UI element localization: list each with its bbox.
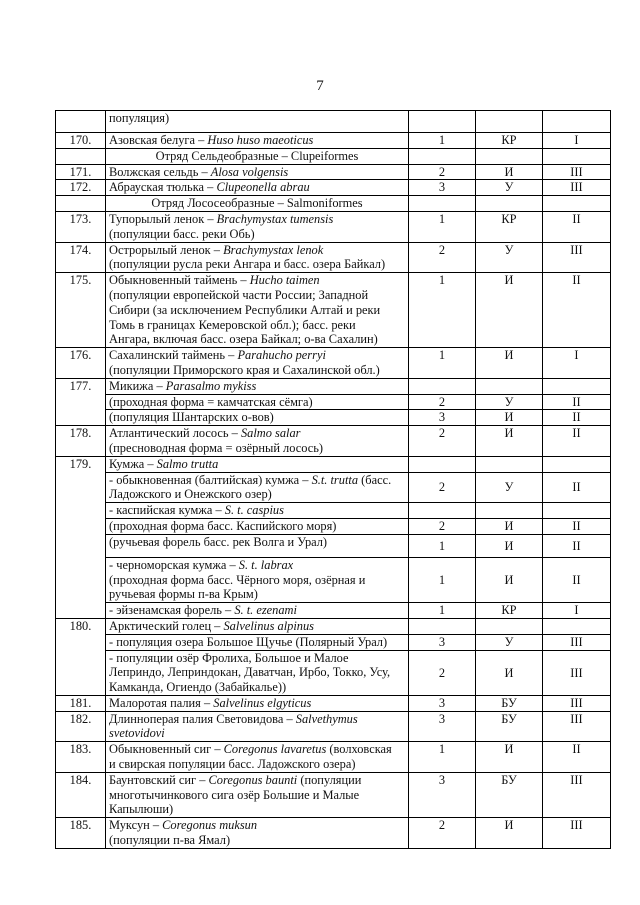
table-row (56, 818, 611, 849)
value-b: И (476, 164, 543, 180)
table-row (56, 211, 611, 242)
table-row (56, 772, 611, 817)
species-name: Острорылый ленок – Brachymystax lenok (популяции русла реки Ангара и басс. озера Байкал) (106, 242, 409, 273)
value-b: У И И И КР (476, 456, 543, 618)
page-number: 7 (316, 78, 324, 94)
row-number: 171. (56, 164, 106, 180)
table-row (56, 618, 611, 695)
species-name: Микижа – Parasalmo mykiss (проходная форма = камчатская сёмга) (популяция Шантарских о-вов) (106, 378, 409, 425)
row-number: 176. (56, 348, 106, 379)
species-name: Муксун – Coregonus muksun (популяции п-ва Ямал) (106, 818, 409, 849)
value-c: II II II II I (543, 456, 611, 618)
value-c: III III (543, 618, 611, 695)
value-b: И (476, 273, 543, 348)
row-number: 177. (56, 378, 106, 425)
value-c: I (543, 348, 611, 379)
value-a: 1 (409, 211, 476, 242)
species-name: Абрауская тюлька – Clupeonella abrau (106, 180, 409, 196)
table-row (56, 273, 611, 348)
value-b: БУ (476, 772, 543, 817)
row-number: 180. (56, 618, 106, 695)
value-c: I (543, 133, 611, 149)
order-row (56, 196, 611, 212)
value-b: И (476, 348, 543, 379)
value-c: II (543, 742, 611, 773)
row-number: 174. (56, 242, 106, 273)
species-name: Длинноперая палия Световидова – Salvethymus svetovidovi (106, 711, 409, 742)
species-name: Волжская сельдь – Alosa volgensis (106, 164, 409, 180)
species-name: Тупорылый ленок – Brachymystax tumensis (популяции басс. реки Обь) (106, 211, 409, 242)
table-row (56, 742, 611, 773)
value-c: III (543, 180, 611, 196)
value-a: 1 (409, 133, 476, 149)
table-row (56, 426, 611, 457)
value-a: 3 (409, 180, 476, 196)
species-name: Баунтовский сиг – Coregonus baunti (популяции многотычинкового сига озёр Большие и Малые Капылюши) (106, 772, 409, 817)
table-row (56, 456, 611, 618)
value-a: 1 (409, 348, 476, 379)
value-a: 3 (409, 711, 476, 742)
value-a: 1 (409, 742, 476, 773)
table-row (56, 242, 611, 273)
species-table (55, 110, 611, 849)
table-row (56, 711, 611, 742)
row-number: 170. (56, 133, 106, 149)
value-b: У И (476, 618, 543, 695)
value-c: II (543, 211, 611, 242)
species-name: Малоротая палия – Salvelinus elgyticus (106, 695, 409, 711)
value-c: III (543, 164, 611, 180)
value-a: 2 3 (409, 378, 476, 425)
order-heading: Отряд Сельдеобразные – Clupeiformes (106, 148, 409, 164)
row-number: 175. (56, 273, 106, 348)
value-c: III (543, 711, 611, 742)
species-name: Обыкновенный таймень – Hucho taimen (популяции европейской части России; Западной Сибири (за исключением Республики Алтай и реки Томь в границах Кемеровской обл.); басс. реки Ангара, включая басс. озера Байкал; о-ва Сахалин) (106, 273, 409, 348)
species-name: Азовская белуга – Huso huso maeoticus (106, 133, 409, 149)
order-heading: Отряд Лососеобразные – Salmoniformes (106, 196, 409, 212)
row-number: 173. (56, 211, 106, 242)
value-b: КР (476, 211, 543, 242)
table-row (56, 133, 611, 149)
value-b: КР (476, 133, 543, 149)
species-name: Атлантический лосось – Salmo salar (пресноводная форма = озёрный лосось) (106, 426, 409, 457)
value-a: 3 (409, 772, 476, 817)
row-number: 179. (56, 456, 106, 618)
value-a: 2 2 1 1 1 (409, 456, 476, 618)
value-b: У (476, 180, 543, 196)
value-a: 3 2 (409, 618, 476, 695)
value-b: И (476, 818, 543, 849)
value-b: И (476, 426, 543, 457)
row-number: 182. (56, 711, 106, 742)
table-row (56, 111, 611, 133)
value-a: 2 (409, 242, 476, 273)
value-c: III (543, 242, 611, 273)
row-number: 178. (56, 426, 106, 457)
value-a: 3 (409, 695, 476, 711)
table-row (56, 348, 611, 379)
value-b: У И (476, 378, 543, 425)
value-a: 2 (409, 818, 476, 849)
row-number: 183. (56, 742, 106, 773)
value-c: II (543, 426, 611, 457)
value-b: И (476, 742, 543, 773)
value-c: II II (543, 378, 611, 425)
value-a: 2 (409, 426, 476, 457)
species-name: Сахалинский таймень – Parahucho perryi (популяции Приморского края и Сахалинской обл.) (106, 348, 409, 379)
table-row (56, 695, 611, 711)
row-number: 181. (56, 695, 106, 711)
table-row (56, 180, 611, 196)
species-name: Кумжа – Salmo trutta - обыкновенная (балтийская) кумжа – S.t. trutta (басс. Ладожского и Онежского озер) - каспийская кумжа – S. t. caspius (проходная форма басс. Каспийского моря) (ручьевая форель басс. рек Волга и Урал) - черноморская кумжа – S. t. labrax (проходная форма басс. Чёрного моря, озёрная и ручьевая формы п-ва Крым) - эйзенамская форель – S. t. ezenami (106, 456, 409, 618)
row-number: 172. (56, 180, 106, 196)
species-name: Обыкновенный сиг – Coregonus lavaretus (волховская и свирская популяции басс. Ладожского озера) (106, 742, 409, 773)
value-a: 2 (409, 164, 476, 180)
value-c: III (543, 818, 611, 849)
table-row (56, 378, 611, 425)
order-row (56, 148, 611, 164)
value-b: У (476, 242, 543, 273)
value-b: БУ (476, 711, 543, 742)
value-c: III (543, 772, 611, 817)
species-name: популяция) (106, 111, 409, 133)
value-c: II (543, 273, 611, 348)
row-number: 185. (56, 818, 106, 849)
value-a: 1 (409, 273, 476, 348)
species-name: Арктический голец – Salvelinus alpinus - популяция озера Большое Щучье (Полярный Урал) - популяции озёр Фролиха, Большое и Малое Леприндо, Леприндокан, Даватчан, Ирбо, Токко, Усу, Камканда, Огиендо (Забайкалье)) (106, 618, 409, 695)
value-c: III (543, 695, 611, 711)
value-b: БУ (476, 695, 543, 711)
table-row (56, 164, 611, 180)
row-number: 184. (56, 772, 106, 817)
